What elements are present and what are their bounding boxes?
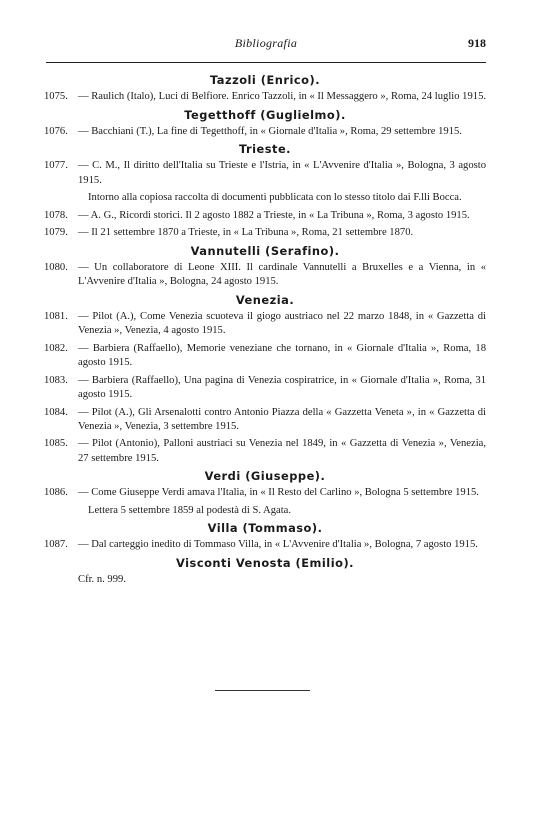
running-header [46, 36, 486, 54]
entry-number: 1083. [44, 374, 68, 386]
entry-text: — Pilot (A.), Gli Arsenalotti contro Antonio Piazza della « Gazzetta Veneta », in « Gazzetta di Venezia », Venezia, 3 settembre 1915. [78, 406, 486, 432]
entry-number: 1081. [44, 310, 68, 322]
bibliography-entry [44, 342, 486, 370]
entry-number: 1076. [44, 125, 68, 137]
bibliography-entry [44, 406, 486, 434]
section-heading: Villa (Tommaso). [207, 521, 323, 536]
bibliography-entry [44, 261, 486, 289]
entry-text: — Pilot (A.), Come Venezia scuoteva il giogo austriaco nel 22 marzo 1848, in « Gazzetta di Venezia », Venezia, 4 agosto 1915. [78, 310, 486, 337]
bibliography-entry [44, 226, 486, 240]
entry-number: 1080. [44, 261, 68, 273]
running-title: Bibliografia [234, 36, 298, 50]
bibliography-entry [44, 90, 486, 104]
entry-number: 1085. [44, 438, 68, 450]
bibliography-entry [44, 374, 486, 402]
entry-text: — C. M., Il diritto dell'Italia su Trieste e l'Istria, in « L'Avvenire d'Italia », Bologna, 3 agosto 1915. [78, 160, 486, 186]
section-heading: Tazzoli (Enrico). [209, 73, 321, 87]
entry-number: 1077. [44, 160, 68, 172]
section-heading: Venezia. [235, 292, 295, 307]
entry-text: — Pilot (Antonio), Palloni austriaci su Venezia nel 1849, in « Gazzetta di Venezia », Venezia, 27 settembre 1915. [78, 438, 486, 464]
entry-text: — Bacchiani (T.), La fine di Tegetthoff, in « Giornale d'Italia », Roma, 29 settembre 1915. [78, 125, 462, 137]
entry-note: Intorno alla copiosa raccolta di documenti pubblicata con lo stesso titolo dai F.lli Bocca. [88, 192, 462, 204]
bibliography-entry [44, 538, 486, 552]
bibliography-body [44, 72, 486, 587]
entry-text: — Il 21 settembre 1870 a Trieste, in « La Tribuna », Roma, 21 settembre 1870. [78, 227, 414, 239]
entry-number: 1079. [44, 227, 68, 239]
entry-number: 1084. [44, 406, 68, 418]
entry-text: — Dal carteggio inedito di Tommaso Villa, in « L'Avvenire d'Italia », Bologna, 7 agosto 1915. [78, 539, 478, 551]
entry-number: 1087. [44, 539, 68, 551]
entry-number: 1075. [44, 91, 68, 102]
entry-text: — Raulich (Italo), Luci di Belfiore. Enrico Tazzoli, in « Il Messaggero », Roma, 24 luglio 1915. [78, 91, 487, 102]
entry-number: 1078. [44, 209, 68, 221]
entry-text: — A. G., Ricordi storici. Il 2 agosto 1882 a Trieste, in « La Tribuna », Roma, 3 agosto 1915. [78, 209, 470, 221]
end-rule [215, 690, 310, 691]
bibliography-entry [44, 486, 486, 500]
section-heading: Visconti Venosta (Emilio). [176, 555, 354, 570]
entry-text: — Un collaboratore di Leone XIII. Il cardinale Vannutelli a Bruxelles e a Vienna, in « L'Avvenire d'Italia », Bologna, 24 agosto 1915. [78, 261, 486, 288]
section-heading: Vannutelli (Serafino). [190, 243, 340, 258]
bibliography-entry [44, 159, 486, 187]
bibliography-entry [44, 310, 486, 338]
section-heading: Verdi (Giuseppe). [204, 469, 326, 484]
entry-number: 1082. [44, 342, 68, 354]
bibliography-entry [44, 437, 486, 465]
header-rule [46, 62, 486, 63]
entry-text: — Barbiera (Raffaello), Una pagina di Venezia cospiratrice, in « Giornale d'Italia », Roma, 31 agosto 1915. [78, 374, 486, 400]
entry-number: 1086. [44, 487, 68, 499]
entry-text: — Barbiera (Raffaello), Memorie veneziane che tornano, in « Giornale d'Italia », Roma, 18 agosto 1915. [78, 342, 486, 368]
entry-note: Lettera 5 settembre 1859 al podestà di S. Agata. [88, 505, 291, 517]
bibliography-entry [44, 209, 486, 223]
bibliography-entry [44, 125, 486, 139]
page-number: 918 [468, 36, 486, 50]
cross-reference: Cfr. n. 999. [78, 573, 126, 585]
section-heading: Trieste. [238, 142, 292, 157]
section-heading: Tegetthoff (Guglielmo). [184, 107, 346, 122]
entry-text: — Come Giuseppe Verdi amava l'Italia, in « Il Resto del Carlino », Bologna 5 settembre 1915. [78, 487, 479, 499]
